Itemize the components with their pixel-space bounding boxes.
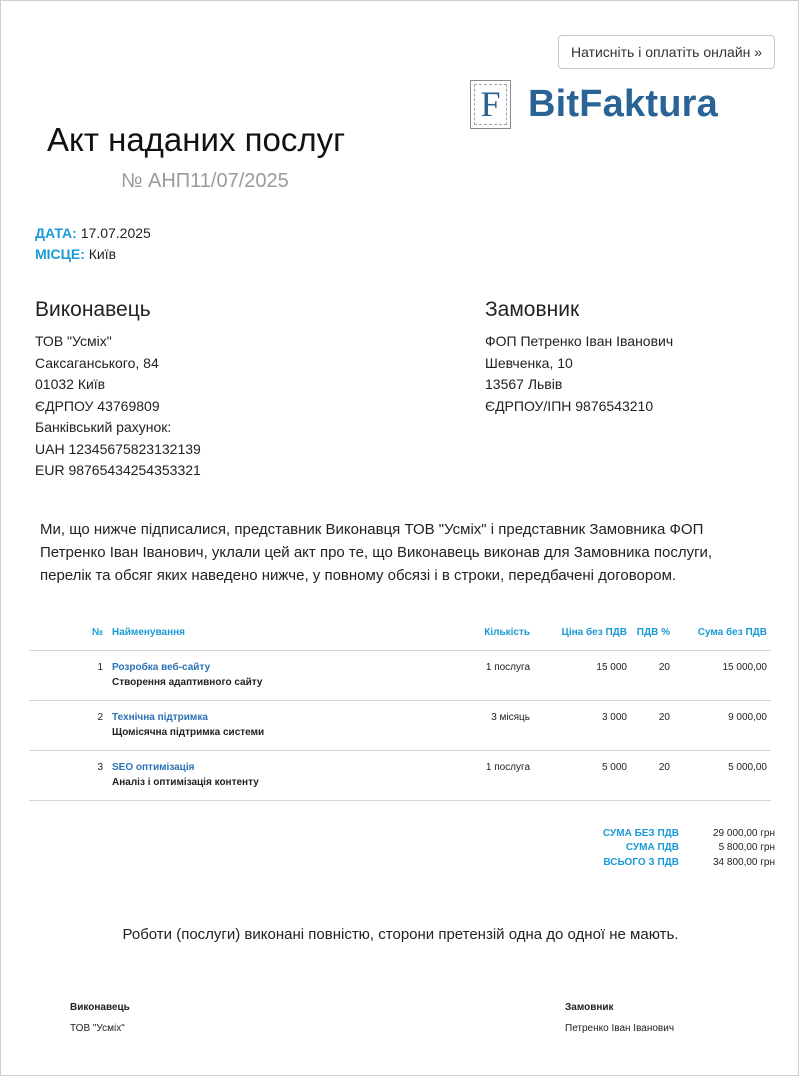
row-description: Аналіз і оптимізація контенту bbox=[112, 777, 259, 788]
seller-line: ЄДРПОУ 43769809 bbox=[35, 397, 160, 414]
col-header-vat: ПДВ % bbox=[636, 627, 670, 638]
row-sum: 9 000,00 bbox=[728, 712, 767, 723]
row-sum: 5 000,00 bbox=[728, 762, 767, 773]
seller-line: 01032 Київ bbox=[35, 376, 106, 392]
table-row bbox=[29, 651, 771, 701]
seller-line: Банківський рахунок: bbox=[35, 419, 172, 435]
place-label: МІСЦЕ: bbox=[35, 246, 85, 262]
place-value: Київ bbox=[88, 246, 117, 262]
row-qty: 3 місяць bbox=[491, 712, 530, 723]
col-header-name: Найменування bbox=[112, 627, 185, 638]
row-name: Розробка веб-сайту bbox=[112, 662, 211, 673]
col-header-sum: Сума без ПДВ bbox=[697, 627, 767, 638]
table-row bbox=[29, 751, 771, 801]
seller-heading: Виконавець bbox=[35, 298, 151, 321]
buyer-line: ФОП Петренко Іван Іванович bbox=[485, 333, 674, 349]
signature-buyer-title: Замовник bbox=[565, 1002, 614, 1013]
seller-line: Саксаганського, 84 bbox=[35, 354, 159, 371]
signature-seller-title: Виконавець bbox=[70, 1002, 130, 1013]
buyer-heading: Замовник bbox=[485, 298, 580, 321]
bitfaktura-logo bbox=[470, 79, 718, 129]
logo-letter: F bbox=[480, 84, 501, 124]
row-qty: 1 послуга bbox=[485, 762, 530, 773]
col-header-qty: Кількість bbox=[484, 627, 530, 638]
table-row bbox=[29, 701, 771, 751]
date-label: ДАТА: bbox=[35, 225, 77, 241]
date-value: 17.07.2025 bbox=[80, 225, 151, 241]
buyer-block bbox=[485, 298, 673, 417]
seller-block bbox=[35, 298, 201, 482]
buyer-line: Шевченка, 10 bbox=[485, 354, 573, 371]
signature-seller-name: ТОВ "Усміх" bbox=[70, 1023, 125, 1034]
row-description: Створення адаптивного сайту bbox=[112, 677, 263, 688]
row-price: 3 000 bbox=[601, 712, 627, 723]
total-net-value: 29 000,00 грн bbox=[713, 828, 775, 839]
seller-line: UAH 12345675823132139 bbox=[35, 440, 201, 457]
pay-online-button[interactable]: Натисніть і оплатіть онлайн » bbox=[558, 35, 775, 69]
table-header bbox=[29, 621, 771, 651]
total-net-label: СУМА БЕЗ ПДВ bbox=[602, 828, 679, 839]
row-name: SEO оптимізація bbox=[112, 762, 195, 773]
row-name: Технічна підтримка bbox=[112, 712, 208, 723]
services-table bbox=[29, 621, 771, 801]
logo-icon bbox=[470, 80, 511, 129]
row-qty: 1 послуга bbox=[485, 662, 530, 673]
page-title: Акт наданих послуг bbox=[47, 121, 346, 158]
place-row bbox=[35, 244, 151, 265]
col-header-price: Ціна без ПДВ bbox=[561, 627, 627, 638]
row-no: 1 bbox=[97, 662, 103, 673]
signature-buyer-name: Петренко Іван Іванович bbox=[565, 1023, 675, 1034]
total-gross-value: 34 800,00 грн bbox=[713, 856, 775, 868]
row-price: 15 000 bbox=[596, 662, 627, 673]
total-gross-label: ВСЬОГО З ПДВ bbox=[603, 856, 679, 868]
row-vat: 20 bbox=[658, 662, 670, 673]
buyer-line: ЄДРПОУ/ІПН 9876543210 bbox=[485, 397, 654, 414]
row-sum: 15 000,00 bbox=[722, 662, 767, 673]
closing-statement: Роботи (послуги) виконані повністю, сторони претензій одна до одної не мають. bbox=[122, 926, 679, 943]
col-header-no: № bbox=[91, 627, 103, 638]
total-vat-label: СУМА ПДВ bbox=[625, 842, 679, 854]
buyer-line: 13567 Львів bbox=[485, 376, 563, 392]
signature-seller bbox=[70, 1002, 130, 1034]
act-statement: Ми, що нижче підписалися, представник Виконавця ТОВ "Усміх" і представник Замовника ФОП Петренко Іван Іванович, уклали цей акт про те, що Виконавець виконав для Замовника послуги, перелік та обсяг яких наведено нижче, у повному обсязі і в строки, передбачені договором. bbox=[40, 521, 713, 584]
row-no: 2 bbox=[97, 712, 103, 723]
document-number: № АНП11/07/2025 bbox=[121, 170, 289, 192]
row-no: 3 bbox=[97, 762, 103, 773]
date-row bbox=[35, 223, 151, 244]
logo-name: BitFaktura bbox=[528, 82, 718, 125]
seller-line: EUR 98765434254353321 bbox=[35, 462, 201, 478]
total-vat-value: 5 800,00 грн bbox=[718, 842, 775, 854]
row-vat: 20 bbox=[658, 712, 670, 723]
row-description: Щомісячна підтримка системи bbox=[112, 727, 265, 738]
document-meta bbox=[35, 223, 151, 265]
seller-line: ТОВ "Усміх" bbox=[35, 333, 112, 349]
row-price: 5 000 bbox=[601, 762, 627, 773]
signature-buyer bbox=[565, 1002, 674, 1034]
row-vat: 20 bbox=[658, 762, 670, 773]
